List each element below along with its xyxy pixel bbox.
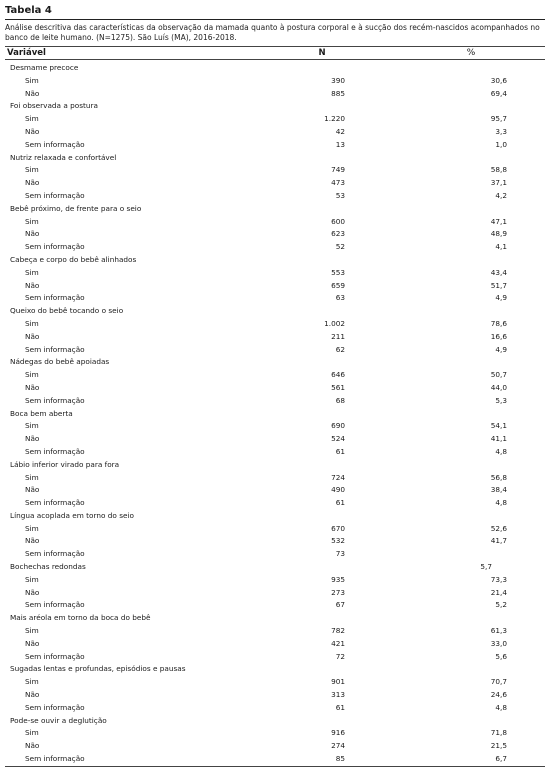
table-row	[5, 228, 545, 241]
row-n-value: 724	[331, 472, 345, 482]
row-label: Sem informação	[25, 395, 85, 405]
row-n-value: 61	[335, 446, 345, 456]
table-row	[5, 344, 545, 357]
row-n-value: 72	[335, 651, 345, 661]
row-pct-value	[330, 612, 492, 625]
table-group-row	[5, 612, 545, 625]
table-row	[5, 548, 545, 561]
row-n-value: 623	[331, 229, 345, 239]
row-label: Sem informação	[25, 651, 85, 661]
row-n-value: 421	[331, 638, 345, 648]
table-row	[5, 676, 545, 689]
column-header-variable: Variável	[7, 48, 46, 58]
row-label: Sim	[25, 216, 39, 226]
table-row	[5, 638, 545, 651]
table-row	[5, 523, 545, 536]
row-label: Boca bem aberta	[10, 408, 73, 418]
row-pct-value: 52,6	[490, 523, 507, 533]
row-label: Queixo do bebê tocando o seio	[10, 306, 124, 316]
row-pct-value: 58,8	[490, 165, 507, 175]
row-pct-value: 41,7	[490, 536, 507, 546]
row-n-value	[250, 715, 330, 728]
row-pct-value: 4,1	[495, 242, 507, 252]
row-n-value: 52	[335, 242, 345, 252]
row-pct-value: 30,6	[490, 75, 507, 85]
row-pct-value: 51,7	[490, 280, 507, 290]
row-n-value: 490	[331, 485, 345, 495]
row-label: Sim	[25, 267, 39, 277]
row-label: Não	[25, 638, 40, 648]
row-n-value: 61	[335, 702, 345, 712]
table-group-row	[5, 305, 545, 318]
row-n-value: 62	[335, 344, 345, 354]
row-label: Sim	[25, 421, 39, 431]
row-label: Sugadas lentas e profundas, episódios e pausas	[10, 664, 186, 674]
row-pct-value: 5,6	[495, 651, 507, 661]
row-pct-value: 3,3	[495, 126, 507, 136]
row-pct-value: 50,7	[490, 370, 507, 380]
row-label: Não	[25, 229, 40, 239]
row-pct-value: 16,6	[490, 331, 507, 341]
table-row	[5, 689, 545, 702]
row-label: Bochechas redondas	[10, 562, 86, 572]
row-label: Sem informação	[25, 293, 85, 303]
row-label: Não	[25, 382, 40, 392]
row-pct-value: 6,7	[495, 754, 507, 764]
row-n-value: 53	[335, 190, 345, 200]
row-n-value: 885	[331, 88, 345, 98]
row-n-value: 13	[335, 139, 345, 149]
row-n-value: 600	[331, 216, 345, 226]
table-group-row	[5, 100, 545, 113]
row-label: Sem informação	[25, 549, 85, 559]
row-n-value: 85	[335, 754, 345, 764]
row-pct-value: 48,9	[490, 229, 507, 239]
row-n-value	[250, 408, 330, 421]
row-label: Sim	[25, 75, 39, 85]
table-row	[5, 702, 545, 715]
row-pct-value: 4,9	[495, 293, 507, 303]
table-row	[5, 395, 545, 408]
row-pct-value: 5,2	[495, 600, 507, 610]
row-pct-value: 95,7	[490, 114, 507, 124]
row-n-value: 916	[331, 728, 345, 738]
row-n-value	[250, 459, 330, 472]
table-row	[5, 318, 545, 331]
table-row	[5, 280, 545, 293]
row-n-value: 524	[331, 434, 345, 444]
row-n-value: 63	[335, 293, 345, 303]
row-label: Não	[25, 587, 40, 597]
row-pct-value: 4,8	[495, 446, 507, 456]
table-group-row	[5, 356, 545, 369]
row-label: Sem informação	[25, 702, 85, 712]
table-group-row	[5, 152, 545, 165]
row-n-value	[250, 100, 330, 113]
row-pct-value: 61,3	[490, 626, 507, 636]
row-label: Cabeça e corpo do bebê alinhados	[10, 254, 137, 264]
row-n-value	[250, 510, 330, 523]
row-n-value: 313	[331, 690, 345, 700]
row-n-value	[250, 152, 330, 165]
row-n-value: 73	[335, 549, 345, 559]
table-group-row	[5, 203, 545, 216]
row-label: Pode-se ouvir a deglutição	[10, 715, 107, 725]
row-n-value	[250, 305, 330, 318]
row-label: Não	[25, 178, 40, 188]
row-n-value: 659	[331, 280, 345, 290]
row-label: Não	[25, 280, 40, 290]
row-pct-value: 21,4	[490, 587, 507, 597]
row-n-value: 68	[335, 395, 345, 405]
row-n-value: 561	[331, 382, 345, 392]
row-n-value: 935	[331, 574, 345, 584]
row-label: Sem informação	[25, 242, 85, 252]
column-header-n: N	[318, 48, 326, 58]
row-pct-value	[330, 62, 492, 75]
row-pct-value: 21,5	[490, 741, 507, 751]
table-row	[5, 433, 545, 446]
row-n-value: 901	[331, 677, 345, 687]
table-row	[5, 216, 545, 229]
row-label: Sem informação	[25, 139, 85, 149]
row-label: Sim	[25, 677, 39, 687]
row-label: Não	[25, 126, 40, 136]
row-pct-value: 5,7	[480, 562, 492, 572]
row-label: Mais aréola em torno da boca do bebê	[10, 613, 151, 623]
row-pct-value	[330, 152, 492, 165]
table-row	[5, 164, 545, 177]
row-label: Não	[25, 690, 40, 700]
table-row	[5, 331, 545, 344]
row-pct-value	[330, 305, 492, 318]
table-row	[5, 126, 545, 139]
table-row	[5, 472, 545, 485]
row-label: Sim	[25, 114, 39, 124]
table-row	[5, 727, 545, 740]
row-pct-value	[330, 510, 492, 523]
row-label: Sem informação	[25, 344, 85, 354]
row-pct-value	[330, 100, 492, 113]
row-n-value: 273	[331, 587, 345, 597]
table-row	[5, 139, 545, 152]
row-label: Não	[25, 88, 40, 98]
row-pct-value: 4,8	[495, 702, 507, 712]
column-header-pct: %	[466, 48, 476, 58]
row-n-value: 782	[331, 626, 345, 636]
table-body	[5, 60, 545, 766]
table-row	[5, 267, 545, 280]
row-n-value: 553	[331, 267, 345, 277]
table-group-row	[5, 254, 545, 267]
row-n-value: 690	[331, 421, 345, 431]
row-label: Não	[25, 331, 40, 341]
row-pct-value: 44,0	[490, 382, 507, 392]
table-group-row	[5, 715, 545, 728]
table-row	[5, 292, 545, 305]
row-pct-value	[330, 715, 492, 728]
row-pct-value: 4,2	[495, 190, 507, 200]
row-n-value: 1.002	[324, 318, 345, 328]
table-group-row	[5, 561, 545, 574]
row-n-value: 42	[335, 126, 345, 136]
table-group-row	[5, 62, 545, 75]
row-label: Bebê próximo, de frente para o seio	[10, 203, 142, 213]
table-row	[5, 113, 545, 126]
row-n-value: 749	[331, 165, 345, 175]
row-pct-value: 33,0	[490, 638, 507, 648]
row-pct-value: 43,4	[490, 267, 507, 277]
row-pct-value: 1,0	[495, 139, 507, 149]
table-row	[5, 241, 545, 254]
row-pct-value: 47,1	[490, 216, 507, 226]
row-n-value	[250, 612, 330, 625]
row-n-value: 646	[331, 370, 345, 380]
table-row	[5, 574, 545, 587]
row-pct-value: 41,1	[490, 434, 507, 444]
row-label: Língua acoplada em torno do seio	[10, 510, 134, 520]
row-pct-value	[330, 408, 492, 421]
table-row	[5, 497, 545, 510]
row-label: Sim	[25, 370, 39, 380]
row-label: Sem informação	[25, 754, 85, 764]
row-pct-value: 73,3	[490, 574, 507, 584]
table-row	[5, 190, 545, 203]
table-row	[5, 651, 545, 664]
row-pct-value	[330, 663, 492, 676]
row-label: Sem informação	[25, 190, 85, 200]
table-row	[5, 75, 545, 88]
row-n-value: 670	[331, 523, 345, 533]
table-row	[5, 599, 545, 612]
row-label: Sim	[25, 626, 39, 636]
row-label: Sem informação	[25, 498, 85, 508]
table-label: Tabela 4	[5, 5, 52, 16]
table-row	[5, 484, 545, 497]
row-n-value: 473	[331, 178, 345, 188]
table-group-row	[5, 408, 545, 421]
table-row	[5, 535, 545, 548]
row-n-value: 274	[331, 741, 345, 751]
row-label: Sem informação	[25, 446, 85, 456]
row-n-value	[250, 203, 330, 216]
table-container	[5, 5, 545, 767]
row-n-value: 532	[331, 536, 345, 546]
row-n-value: 67	[335, 600, 345, 610]
row-label: Nádegas do bebê apoiadas	[10, 357, 110, 367]
row-label: Sem informação	[25, 600, 85, 610]
row-n-value	[250, 663, 330, 676]
row-pct-value: 54,1	[490, 421, 507, 431]
table-row	[5, 446, 545, 459]
table-row	[5, 420, 545, 433]
row-n-value	[250, 62, 330, 75]
row-n-value	[250, 254, 330, 267]
row-label: Sim	[25, 165, 39, 175]
row-label: Nutriz relaxada e confortável	[10, 152, 117, 162]
row-pct-value: 56,8	[490, 472, 507, 482]
row-label: Sim	[25, 318, 39, 328]
row-pct-value	[345, 548, 507, 561]
table-row	[5, 625, 545, 638]
row-n-value: 1.220	[324, 114, 345, 124]
row-label: Sim	[25, 523, 39, 533]
row-pct-value: 4,8	[495, 498, 507, 508]
row-pct-value: 69,4	[490, 88, 507, 98]
row-label: Desmame precoce	[10, 63, 79, 72]
row-pct-value	[330, 459, 492, 472]
row-n-value: 390	[331, 75, 345, 85]
table-group-row	[5, 459, 545, 472]
table-caption: Análise descritiva das características da observação da mamada quanto à postura corporal e à sucção dos recém-nascidos acompanhados no banco de leite humano. (N=1275). São Luís (MA), 2016-2018.	[5, 23, 540, 42]
row-pct-value: 4,9	[495, 344, 507, 354]
table-group-row	[5, 663, 545, 676]
row-n-value	[250, 561, 330, 574]
row-n-value: 211	[331, 331, 345, 341]
row-label: Sim	[25, 472, 39, 482]
row-label: Foi observada a postura	[10, 101, 98, 111]
row-pct-value: 38,4	[490, 485, 507, 495]
table-row	[5, 177, 545, 190]
table-row	[5, 88, 545, 101]
row-pct-value: 70,7	[490, 677, 507, 687]
row-n-value	[250, 356, 330, 369]
row-pct-value: 37,1	[490, 178, 507, 188]
row-pct-value	[330, 254, 492, 267]
table-row	[5, 740, 545, 753]
row-label: Sim	[25, 728, 39, 738]
row-pct-value: 71,8	[490, 728, 507, 738]
table-row	[5, 369, 545, 382]
row-pct-value: 24,6	[490, 690, 507, 700]
table-row	[5, 382, 545, 395]
row-label: Sim	[25, 574, 39, 584]
table-group-row	[5, 510, 545, 523]
row-pct-value	[330, 203, 492, 216]
row-label: Não	[25, 434, 40, 444]
row-label: Não	[25, 536, 40, 546]
table-row	[5, 753, 545, 766]
row-pct-value: 5,3	[495, 395, 507, 405]
row-n-value: 61	[335, 498, 345, 508]
table-row	[5, 587, 545, 600]
row-label: Não	[25, 741, 40, 751]
row-pct-value	[330, 356, 492, 369]
row-pct-value: 78,6	[490, 318, 507, 328]
row-label: Lábio inferior virado para fora	[10, 459, 120, 469]
table-header	[5, 47, 545, 59]
row-label: Não	[25, 485, 40, 495]
